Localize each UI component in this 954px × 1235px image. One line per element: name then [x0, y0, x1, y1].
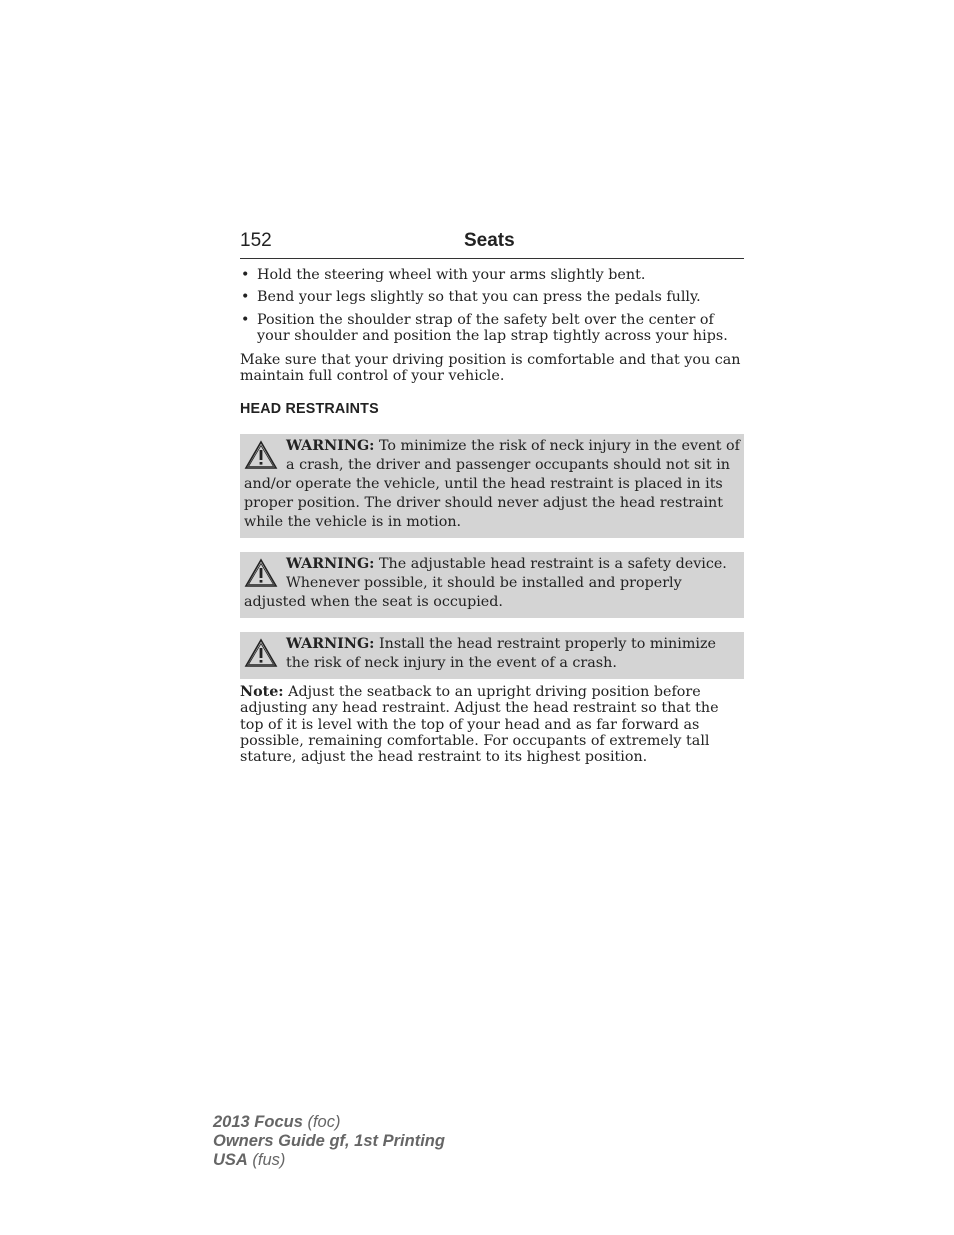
list-item: • Position the shoulder strap of the safety belt over the center of your shoulder and position the lap strap tightly across your hips.	[241, 311, 728, 345]
footer-printing-line: Owners Guide gf, 1st Printing	[213, 1132, 445, 1150]
note-text: Adjust the seatback to an upright driving position before adjusting any head restraint. Adjust the head restraint so that the top of it is level with the top of your head and as far forward as possible, remaining comfortable. For occupants of extremely tall stature, adjust the head restraint to its highest position.	[240, 683, 719, 766]
footer-model-line: 2013 Focus (foc)	[213, 1113, 341, 1131]
warning-text: The adjustable head restraint is a safety device. Whenever possible, it should be installed and properly adjusted when the seat is occupied.	[244, 555, 727, 610]
page-header	[240, 228, 744, 259]
warning-box	[240, 552, 744, 618]
note-paragraph	[240, 684, 744, 766]
page-number: 152	[240, 230, 272, 251]
warning-text: Install the head restraint properly to minimize the risk of neck injury in the event of a crash.	[286, 635, 716, 671]
warning-triangle-icon	[244, 558, 278, 588]
warning-text: To minimize the risk of neck injury in the event of a crash, the driver and passenger occupants should not sit in and/or operate the vehicle, until the head restraint is placed in its proper position. The driver should never adjust the head restraint while the vehicle is in motion.	[244, 437, 740, 530]
page-content	[240, 267, 744, 766]
warning-label: WARNING:	[286, 635, 375, 652]
warning-box	[240, 632, 744, 679]
footer-region-line: USA (fus)	[213, 1151, 286, 1169]
warning-label: WARNING:	[286, 555, 375, 572]
section-heading: HEAD RESTRAINTS	[240, 401, 379, 418]
warning-triangle-icon	[244, 440, 278, 470]
section-title: Seats	[464, 230, 515, 251]
note-label: Note:	[240, 683, 284, 700]
page-footer	[213, 1113, 445, 1170]
warning-box	[240, 434, 744, 538]
warning-label: WARNING:	[286, 437, 375, 454]
list-item: • Bend your legs slightly so that you can press the pedals fully.	[241, 289, 701, 306]
bullet-list	[240, 267, 744, 345]
driving-position-paragraph: Make sure that your driving position is comfortable and that you can maintain full control of your vehicle.	[240, 351, 741, 385]
list-item: • Hold the steering wheel with your arms slightly bent.	[241, 267, 646, 283]
warning-triangle-icon	[244, 638, 278, 668]
